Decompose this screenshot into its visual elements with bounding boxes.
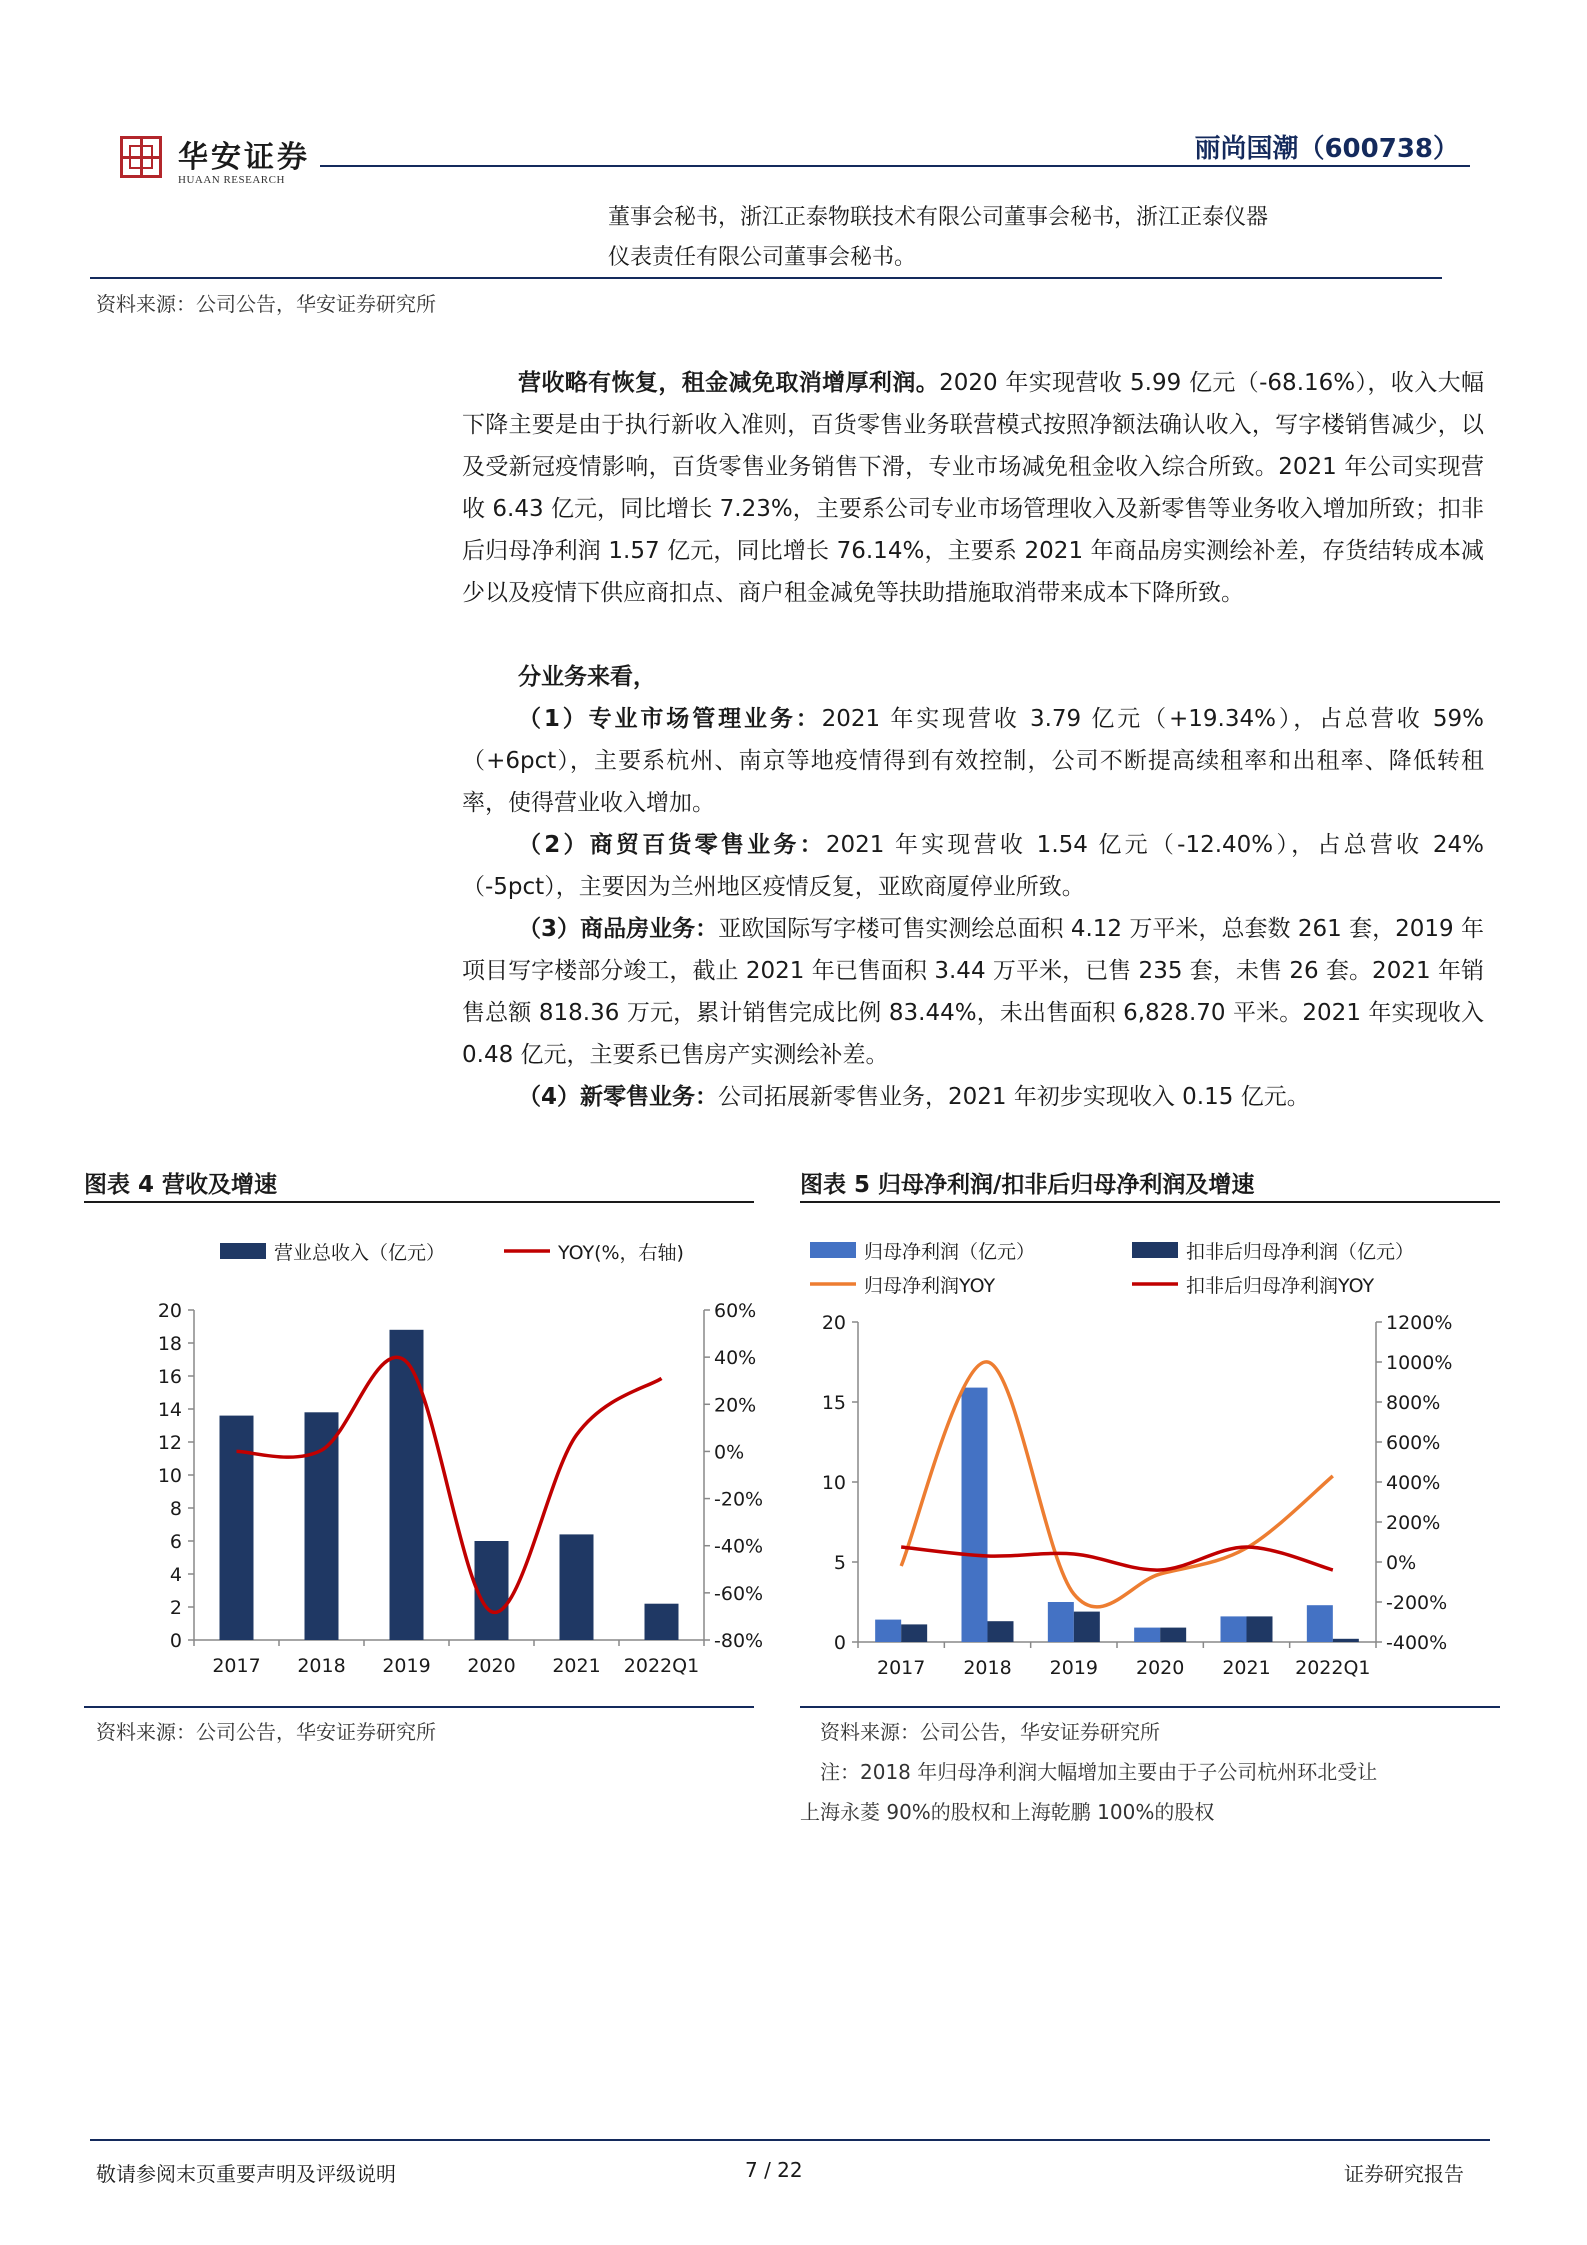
page-number: 7 / 22 (745, 2158, 803, 2182)
bar (1247, 1616, 1273, 1642)
tick-label-left: 10 (157, 1465, 182, 1487)
tick-label-left: 16 (157, 1366, 182, 1388)
tick-label-right: -20% (714, 1488, 764, 1511)
paragraph-lead: 营收略有恢复，租金减免取消增厚利润。 (518, 370, 940, 396)
bar (962, 1388, 988, 1642)
paragraph-lead: （2）商贸百货零售业务： (518, 832, 826, 858)
bar (305, 1412, 339, 1640)
footer-divider (90, 2139, 1490, 2141)
tick-label-left: 12 (157, 1432, 182, 1454)
tick-label-left: 20 (821, 1312, 846, 1334)
tick-label-left: 15 (821, 1392, 846, 1414)
paragraph-text: 2021 年实现营收 3.79 亿元（+19.34%），占总营收 59%（+6pct），主要系杭州、南京等地疫情得到有效控制，公司不断提高续租率和出租率、降低转租率，使得营业收入增加。 (462, 706, 1484, 816)
figure-5-source-rule (800, 1706, 1500, 1708)
tick-label-left: 6 (169, 1531, 182, 1553)
bar (1048, 1602, 1074, 1642)
footer-disclaimer: 敬请参阅末页重要声明及评级说明 (96, 2162, 396, 2186)
tick-label-x: 2018 (297, 1655, 346, 1677)
tick-label-right: -200% (1386, 1592, 1448, 1614)
legend-label: 归母净利润（亿元） (864, 1241, 1036, 1263)
paragraph-segments (462, 656, 1484, 698)
tick-label-right: -40% (714, 1535, 764, 1558)
paragraph-text: 2020 年实现营收 5.99 亿元（-68.16%），收入大幅下降主要是由于执行新收入准则，百货零售业务联营模式按照净额法确认收入，写字楼销售减少，以及受新冠疫情影响，百货零售业务销售下滑，专业市场减免租金收入综合所致。2021 年公司实现营收 6.43 亿元，同比增长 7.23%，主要系公司专业市场管理收入及新零售等业务收入增加所致；扣非后归母净利润 1.57 亿元，同比增长 76.14%，主要系 2021 年商品房实测绘补差，存货结转成本减少以及疫情下供应商扣点、商户租金减免等扶助措施取消带来成本下降所致。 (462, 370, 1484, 606)
bar (1074, 1612, 1100, 1642)
tick-label-right: 600% (1386, 1432, 1441, 1454)
tick-label-x: 2020 (1135, 1657, 1185, 1679)
tick-label-x: 2020 (467, 1655, 516, 1677)
figure-4-source-rule (84, 1706, 754, 1708)
logo-subtext: HUAAN RESEARCH (178, 174, 285, 186)
header-divider (320, 165, 1470, 167)
paragraph-text: 公司拓展新零售业务，2021 年初步实现收入 0.15 亿元。 (718, 1084, 1310, 1110)
tick-label-right: 20% (714, 1394, 757, 1417)
bar (475, 1541, 509, 1640)
tick-label-left: 2 (169, 1597, 182, 1619)
tick-label-right: 800% (1386, 1392, 1441, 1414)
figure-4-source: 资料来源：公司公告，华安证券研究所 (96, 1720, 436, 1744)
tick-label-x: 2019 (1049, 1657, 1099, 1679)
tick-label-right: -400% (1386, 1632, 1448, 1654)
legend-label: 扣非后归母净利润YOY (1186, 1275, 1375, 1297)
tick-label-right: 400% (1386, 1472, 1441, 1494)
paragraph-new-retail (462, 1076, 1484, 1118)
tick-label-right: -80% (714, 1630, 764, 1652)
bar (988, 1621, 1014, 1642)
bar (1134, 1628, 1160, 1642)
bar (390, 1330, 424, 1640)
bar (645, 1604, 679, 1640)
tick-label-right: 40% (714, 1347, 757, 1370)
table-source: 资料来源：公司公告，华安证券研究所 (96, 292, 436, 316)
bar (1160, 1628, 1186, 1642)
bar (560, 1534, 594, 1640)
tick-label-left: 0 (833, 1632, 846, 1654)
legend-label: YOY(%，右轴) (558, 1242, 684, 1264)
tick-label-x: 2021 (552, 1655, 601, 1677)
tick-label-right: 1000% (1386, 1352, 1453, 1374)
bar (875, 1620, 901, 1642)
paragraph-lead: （3）商品房业务： (518, 916, 719, 942)
paragraph-market-mgmt (462, 698, 1484, 824)
bar (1221, 1616, 1247, 1642)
tick-label-left: 14 (157, 1399, 182, 1421)
revenue-chart (84, 1210, 764, 1700)
paragraph-lead: （4）新零售业务： (518, 1084, 719, 1110)
legend-label: 扣非后归母净利润（亿元） (1186, 1241, 1415, 1263)
figure-5-source: 资料来源：公司公告，华安证券研究所 (820, 1720, 1160, 1744)
table-continuation-line: 董事会秘书，浙江正泰物联技术有限公司董事会秘书，浙江正泰仪器 (608, 205, 1269, 230)
logo-text: 华安证券 (178, 140, 310, 175)
paragraph-lead: 分业务来看， (518, 664, 656, 690)
paragraph-property (462, 908, 1484, 1076)
tick-label-x: 2021 (1222, 1657, 1271, 1679)
figure-4-title: 图表 4 营收及增速 (84, 1172, 278, 1198)
legend-label: 归母净利润YOY (864, 1275, 996, 1297)
tick-label-x: 2017 (876, 1657, 926, 1679)
bar (901, 1624, 927, 1642)
figure-4-title-rule (84, 1201, 754, 1203)
tick-label-x: 2017 (212, 1655, 261, 1677)
paragraph-text: 亚欧国际写字楼可售实测绘总面积 4.12 万平米，总套数 261 套，2019 年项目写字楼部分竣工，截止 2021 年已售面积 3.44 万平米，已售 235 套，未售 26 套。2021 年销售总额 818.36 万元，累计销售完成比例 83.44%，未出售面积 6,828.70 平米。2021 年实现收入 0.48 亿元，主要系已售房产实测绘补差。 (462, 916, 1484, 1068)
tick-label-x: 2022Q1 (623, 1655, 700, 1677)
figure-5-title: 图表 5 归母净利润/扣非后归母净利润及增速 (800, 1172, 1255, 1198)
tick-label-left: 18 (157, 1333, 182, 1355)
tick-label-x: 2022Q1 (1295, 1657, 1371, 1679)
tick-label-right: 200% (1386, 1512, 1441, 1534)
tick-label-right: 60% (714, 1300, 757, 1322)
paragraph-revenue (462, 362, 1484, 614)
paragraph-text: 2021 年实现营收 1.54 亿元（-12.40%），占总营收 24%（-5pct），主要因为兰州地区疫情反复，亚欧商厦停业所致。 (462, 832, 1484, 900)
figure-5-title-rule (800, 1201, 1500, 1203)
bar (1333, 1639, 1359, 1642)
legend-label: 营业总收入（亿元） (274, 1242, 446, 1264)
header-company: 丽尚国潮（600738） (1194, 134, 1459, 164)
tick-label-right: 1200% (1386, 1312, 1453, 1334)
figure-5-note: 注：2018 年归母净利润大幅增加主要由于子公司杭州环北受让 (820, 1760, 1378, 1784)
paragraph-lead: （1）专业市场管理业务： (518, 706, 822, 732)
tick-label-right: 0% (1386, 1552, 1417, 1574)
logo-icon (120, 136, 162, 178)
figure-5-note: 上海永菱 90%的股权和上海乾鹏 100%的股权 (800, 1800, 1215, 1824)
legend-swatch (220, 1243, 266, 1259)
bar (220, 1416, 254, 1640)
footer-report-type: 证券研究报告 (1344, 2162, 1464, 2186)
tick-label-left: 4 (169, 1564, 182, 1586)
tick-label-x: 2018 (963, 1657, 1012, 1679)
legend-swatch (1132, 1242, 1178, 1258)
legend-swatch (810, 1242, 856, 1258)
paragraph-retail (462, 824, 1484, 908)
series-line (237, 1357, 662, 1612)
tick-label-right: -60% (714, 1582, 764, 1605)
table-continuation-line: 仪表责任有限公司董事会秘书。 (608, 245, 917, 270)
tick-label-left: 0 (169, 1630, 182, 1652)
tick-label-x: 2019 (382, 1655, 431, 1677)
tick-label-right: 0% (714, 1441, 745, 1464)
tick-label-left: 8 (169, 1498, 182, 1520)
tick-label-left: 10 (821, 1472, 846, 1494)
tick-label-left: 5 (833, 1552, 846, 1574)
profit-chart (800, 1210, 1500, 1700)
bar (1307, 1605, 1333, 1642)
tick-label-left: 20 (157, 1300, 182, 1322)
table-bottom-rule (90, 277, 1442, 279)
